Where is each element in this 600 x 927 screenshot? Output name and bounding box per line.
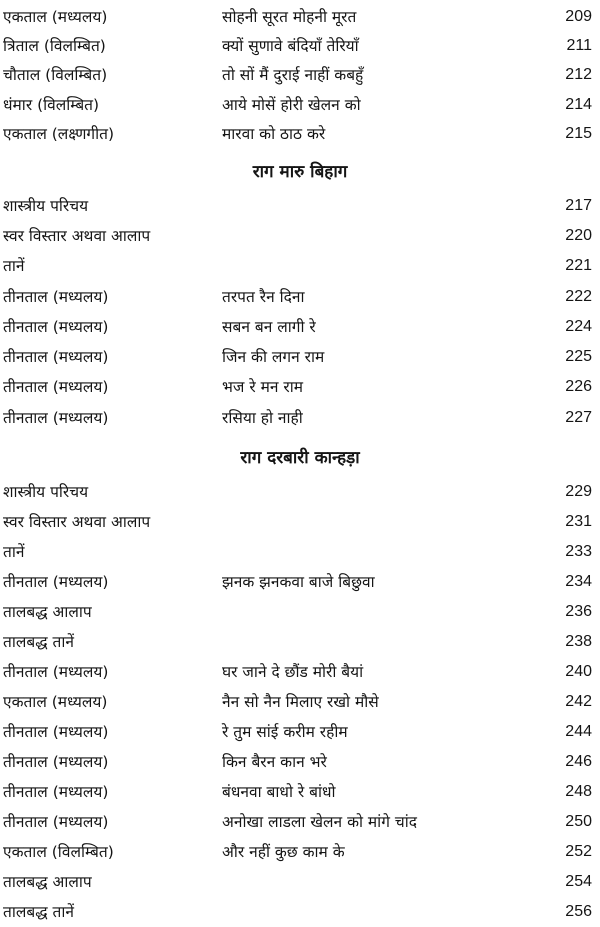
entry-taal: एकताल (मध्यलय) <box>3 693 108 711</box>
toc-entry <box>0 807 600 837</box>
entry-taal: तीनताल (मध्यलय) <box>3 318 109 336</box>
entry-taal: तालबद्ध आलाप <box>3 873 92 891</box>
entry-page: 242 <box>565 693 592 710</box>
toc-entry <box>0 477 600 507</box>
toc-entry <box>0 312 600 342</box>
entry-title: किन बैरन कान भरे <box>222 753 327 771</box>
entry-taal: तीनताल (मध्यलय) <box>3 723 109 741</box>
entry-page: 209 <box>565 8 592 25</box>
toc-entry <box>0 567 600 597</box>
toc-entry <box>0 687 600 717</box>
entry-title: जिन की लगन राम <box>222 348 325 366</box>
entry-taal: तानें <box>3 543 25 561</box>
entry-page: 217 <box>565 197 592 214</box>
entry-page: 231 <box>565 513 592 530</box>
entry-taal: धंमार (विलम्बित) <box>3 96 100 114</box>
entry-page: 226 <box>565 378 592 395</box>
entry-page: 246 <box>565 753 592 770</box>
entry-taal: शास्त्रीय परिचय <box>3 483 89 501</box>
entry-title: सबन बन लागी रे <box>222 318 316 336</box>
toc-entry <box>0 777 600 807</box>
toc-entry <box>0 31 600 61</box>
entry-page: 244 <box>565 723 592 740</box>
toc-entry <box>0 897 600 927</box>
toc-entry <box>0 537 600 567</box>
entry-taal: स्वर विस्तार अथवा आलाप <box>3 227 151 245</box>
toc-entry <box>0 251 600 281</box>
section-heading-raag-darbari-kanhada: राग दरबारी कान्हड़ा <box>240 448 360 468</box>
toc-entry <box>0 747 600 777</box>
entry-taal: तीनताल (मध्यलय) <box>3 753 109 771</box>
entry-page: 238 <box>565 633 592 650</box>
entry-taal: एकताल (मध्यलय) <box>3 8 108 26</box>
entry-page: 220 <box>565 227 592 244</box>
entry-taal: तालबद्ध आलाप <box>3 603 92 621</box>
entry-title: सोहनी सूरत मोहनी मूरत <box>222 8 357 26</box>
entry-page: 248 <box>565 783 592 800</box>
entry-title: क्यों सुणावे बंदियाँ तेरियाँ <box>222 37 359 55</box>
entry-title: तरपत रैन दिना <box>222 288 305 306</box>
entry-taal: तालबद्ध तानें <box>3 903 74 921</box>
entry-taal: स्वर विस्तार अथवा आलाप <box>3 513 151 531</box>
entry-taal: तीनताल (मध्यलय) <box>3 409 109 427</box>
entry-page: 222 <box>565 288 592 305</box>
toc-entry <box>0 119 600 149</box>
entry-taal: तीनताल (मध्यलय) <box>3 573 109 591</box>
entry-taal: तीनताल (मध्यलय) <box>3 813 109 831</box>
entry-page: 227 <box>565 409 592 426</box>
toc-entry <box>0 191 600 221</box>
entry-title: आये मोसें होरी खेलन को <box>222 96 361 114</box>
entry-title: मारवा को ठाठ करे <box>222 125 326 143</box>
entry-taal: तीनताल (मध्यलय) <box>3 663 109 681</box>
entry-page: 229 <box>565 483 592 500</box>
entry-page: 214 <box>565 96 592 113</box>
toc-entry <box>0 867 600 897</box>
entry-page: 215 <box>565 125 592 142</box>
entry-page: 224 <box>565 318 592 335</box>
toc-entry <box>0 372 600 402</box>
entry-page: 233 <box>565 543 592 560</box>
entry-taal: तालबद्ध तानें <box>3 633 74 651</box>
toc-entry <box>0 90 600 120</box>
toc-entry <box>0 837 600 867</box>
toc-entry <box>0 597 600 627</box>
entry-page: 256 <box>565 903 592 920</box>
entry-taal: त्रिताल (विलम्बित) <box>3 37 106 55</box>
toc-entry <box>0 60 600 90</box>
entry-page: 225 <box>565 348 592 365</box>
entry-page: 240 <box>565 663 592 680</box>
entry-page: 254 <box>565 873 592 890</box>
entry-title: बंधनवा बाधो रे बांधो <box>222 783 336 801</box>
entry-taal: तीनताल (मध्यलय) <box>3 288 109 306</box>
entry-taal: चौताल (विलम्बित) <box>3 66 108 84</box>
entry-page: 211 <box>566 37 592 54</box>
entry-page: 252 <box>565 843 592 860</box>
entry-taal: तीनताल (मध्यलय) <box>3 348 109 366</box>
entry-page: 221 <box>565 257 592 274</box>
entry-title: तो सों मैं दुराई नाहीं कबहुँ <box>222 66 364 84</box>
toc-entry <box>0 342 600 372</box>
entry-taal: तीनताल (मध्यलय) <box>3 783 109 801</box>
entry-title: और नहीं कुछ काम के <box>222 843 345 861</box>
toc-entry <box>0 627 600 657</box>
entry-taal: तीनताल (मध्यलय) <box>3 378 109 396</box>
entry-title: झनक झनकवा बाजे बिछुवा <box>222 573 375 591</box>
section-heading-raag-maru-bihag: राग मारु बिहाग <box>252 162 348 182</box>
entry-title: अनोखा लाडला खेलन को मांगे चांद <box>222 813 417 831</box>
entry-page: 212 <box>565 66 592 83</box>
entry-title: घर जाने दे छौंड मोरी बैयां <box>222 663 364 681</box>
toc-entry <box>0 657 600 687</box>
entry-taal: शास्त्रीय परिचय <box>3 197 89 215</box>
entry-page: 234 <box>565 573 592 590</box>
entry-taal: एकताल (लक्ष्णगीत) <box>3 125 115 143</box>
entry-title: रसिया हो नाही <box>222 409 303 427</box>
entry-page: 236 <box>565 603 592 620</box>
toc-entry <box>0 2 600 32</box>
entry-title: रे तुम सांई करीम रहीम <box>222 723 348 741</box>
toc-entry <box>0 221 600 251</box>
entry-taal: तानें <box>3 257 25 275</box>
toc-entry <box>0 507 600 537</box>
entry-title: भज रे मन राम <box>222 378 304 396</box>
entry-page: 250 <box>565 813 592 830</box>
entry-taal: एकताल (विलम्बित) <box>3 843 114 861</box>
toc-entry <box>0 403 600 433</box>
toc-entry <box>0 717 600 747</box>
entry-title: नैन सो नैन मिलाए रखो मौसे <box>222 693 379 711</box>
toc-entry <box>0 282 600 312</box>
